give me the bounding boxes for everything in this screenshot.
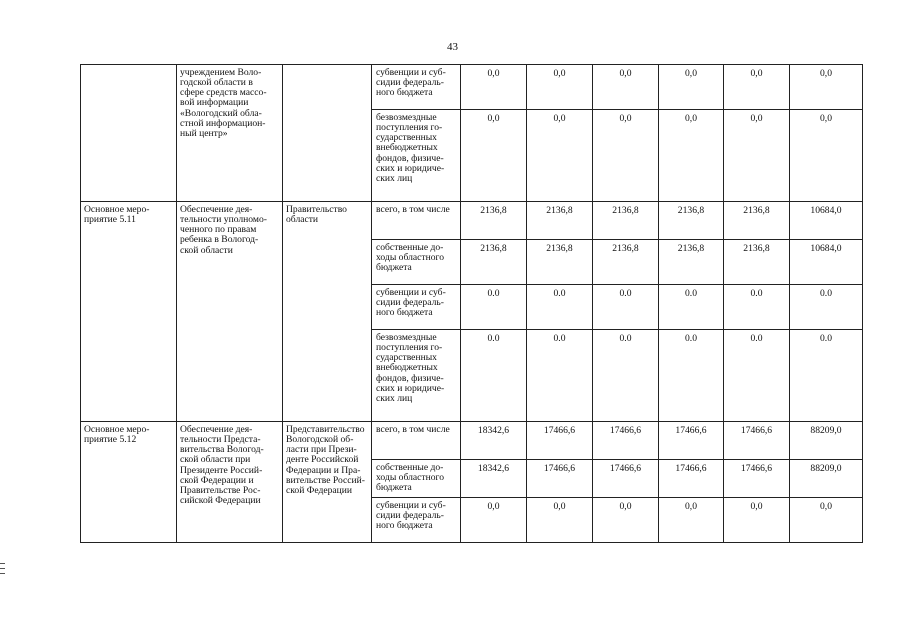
funding-source-cell: безвозмездные поступления го- сударственных внебюджетных фондов, физиче- ских и юридиче- ских лиц — [372, 330, 461, 422]
amount-cell: 0.0 — [527, 330, 593, 422]
amount-cell: 17466,6 — [593, 422, 659, 460]
event-number-cell: Основное меро- приятие 5.11 — [81, 202, 177, 422]
amount-cell: 0,0 — [724, 110, 790, 202]
program-funding-table — [80, 64, 863, 543]
executor-cell — [283, 65, 372, 202]
amount-cell: 0,0 — [527, 65, 593, 110]
event-number-cell — [81, 65, 177, 202]
amount-cell: 10684,0 — [790, 202, 863, 240]
table-row — [81, 65, 863, 110]
funding-source-cell: субвенции и суб- сидии федераль- ного бюджета — [372, 65, 461, 110]
amount-cell: 0,0 — [790, 498, 863, 543]
funding-source-cell: субвенции и суб- сидии федераль- ного бюджета — [372, 285, 461, 330]
amount-cell: 10684,0 — [790, 240, 863, 285]
table-row — [81, 422, 863, 460]
amount-cell: 0,0 — [527, 498, 593, 543]
amount-cell: 0,0 — [790, 110, 863, 202]
funding-source-cell: субвенции и суб- сидии федераль- ного бюджета — [372, 498, 461, 543]
amount-cell: 0.0 — [724, 330, 790, 422]
amount-cell: 0,0 — [593, 498, 659, 543]
amount-cell: 0.0 — [659, 330, 724, 422]
event-name-cell: Обеспечение дея- тельности Предста- вительства Вологод- ской области при Президенте Россий- ской Федерации и Правительстве Рос- сийской Федерации — [177, 422, 283, 543]
amount-cell: 0.0 — [527, 285, 593, 330]
event-name-cell: Обеспечение дея- тельности уполномо- ченного по правам ребенка в Вологод- ской области — [177, 202, 283, 422]
amount-cell: 0.0 — [593, 330, 659, 422]
amount-cell: 2136,8 — [593, 202, 659, 240]
table-row — [81, 202, 863, 240]
amount-cell: 0,0 — [659, 65, 724, 110]
amount-cell: 17466,6 — [527, 422, 593, 460]
amount-cell: 2136,8 — [659, 202, 724, 240]
amount-cell: 0.0 — [461, 330, 527, 422]
amount-cell: 18342,6 — [461, 460, 527, 498]
amount-cell: 88209,0 — [790, 422, 863, 460]
funding-source-cell: всего, в том числе — [372, 422, 461, 460]
amount-cell: 0,0 — [593, 110, 659, 202]
amount-cell: 2136,8 — [461, 202, 527, 240]
funding-source-cell: всего, в том числе — [372, 202, 461, 240]
amount-cell: 2136,8 — [461, 240, 527, 285]
amount-cell: 2136,8 — [724, 202, 790, 240]
amount-cell: 0,0 — [461, 65, 527, 110]
funding-source-cell: собственные до- ходы областного бюджета — [372, 240, 461, 285]
amount-cell: 2136,8 — [724, 240, 790, 285]
amount-cell: 0.0 — [659, 285, 724, 330]
amount-cell: 2136,8 — [659, 240, 724, 285]
executor-cell: Правительство области — [283, 202, 372, 422]
amount-cell: 0,0 — [527, 110, 593, 202]
amount-cell: 0.0 — [724, 285, 790, 330]
amount-cell: 17466,6 — [724, 422, 790, 460]
amount-cell: 0.0 — [790, 285, 863, 330]
funding-source-cell: собственные до- ходы областного бюджета — [372, 460, 461, 498]
page-number: 43 — [447, 41, 458, 53]
amount-cell: 0.0 — [593, 285, 659, 330]
amount-cell: 0.0 — [790, 330, 863, 422]
amount-cell: 17466,6 — [527, 460, 593, 498]
amount-cell: 0,0 — [461, 110, 527, 202]
event-name-cell: учреждением Воло- годской области в сфере средств массо- вой информации «Вологодский обла- стной информацион- ный центр» — [177, 65, 283, 202]
amount-cell: 17466,6 — [659, 422, 724, 460]
amount-cell: 0,0 — [724, 65, 790, 110]
amount-cell: 17466,6 — [724, 460, 790, 498]
amount-cell: 0.0 — [461, 285, 527, 330]
amount-cell: 0,0 — [659, 110, 724, 202]
event-number-cell: Основное меро- приятие 5.12 — [81, 422, 177, 543]
amount-cell: 0,0 — [461, 498, 527, 543]
executor-cell: Представительство Вологодской об- ласти при Прези- денте Российской Федерации и Пра- вительстве Россий- ской Федерации — [283, 422, 372, 543]
funding-source-cell: безвозмездные поступления го- сударственных внебюджетных фондов, физиче- ских и юридиче- ских лиц — [372, 110, 461, 202]
amount-cell: 2136,8 — [527, 202, 593, 240]
amount-cell: 0,0 — [724, 498, 790, 543]
amount-cell: 0,0 — [659, 498, 724, 543]
amount-cell: 17466,6 — [593, 460, 659, 498]
amount-cell: 18342,6 — [461, 422, 527, 460]
scan-edge-mark — [0, 563, 5, 578]
amount-cell: 17466,6 — [659, 460, 724, 498]
amount-cell: 0,0 — [593, 65, 659, 110]
amount-cell: 2136,8 — [593, 240, 659, 285]
amount-cell: 88209,0 — [790, 460, 863, 498]
amount-cell: 0,0 — [790, 65, 863, 110]
amount-cell: 2136,8 — [527, 240, 593, 285]
